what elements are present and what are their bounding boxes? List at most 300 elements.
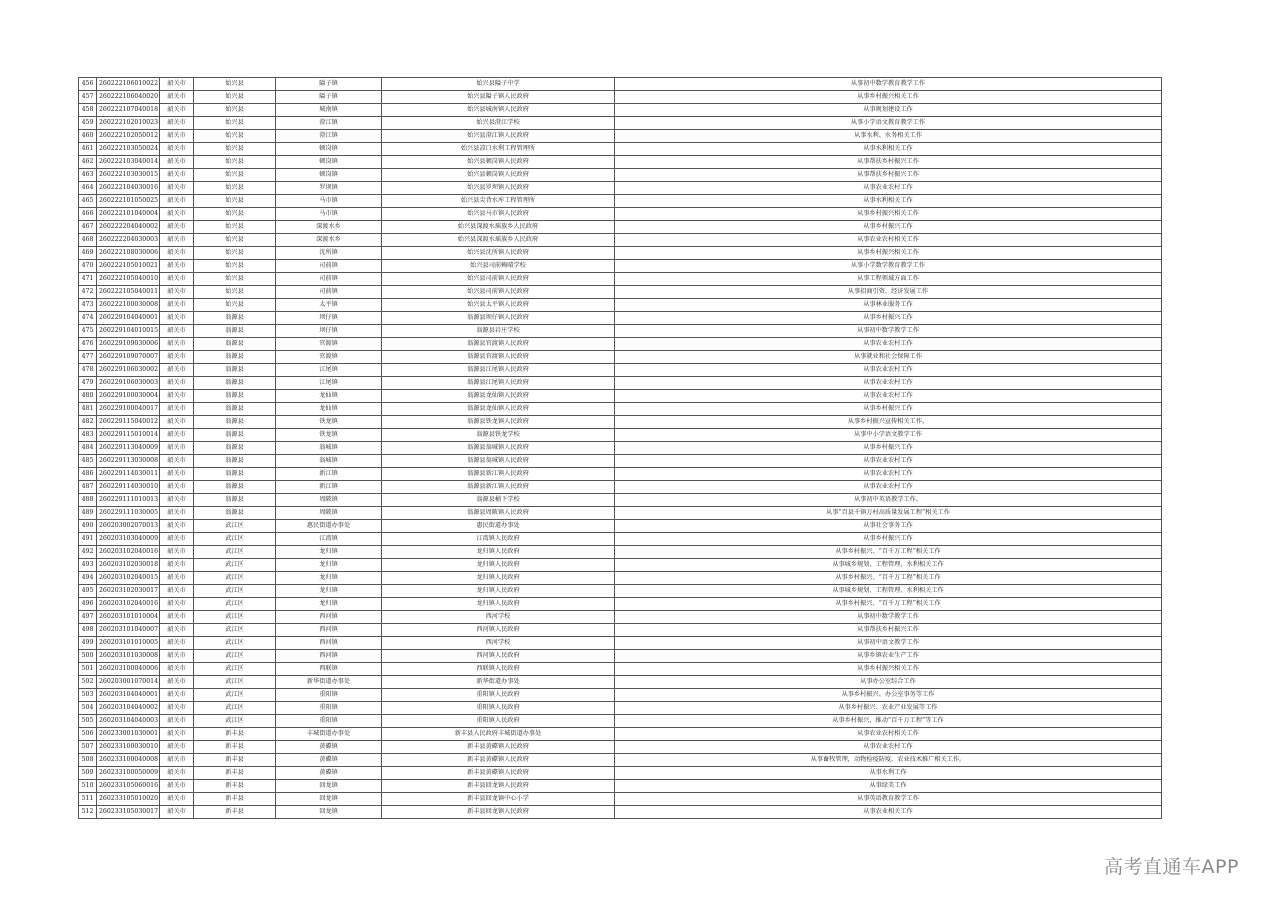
job-description-cell: 从事乡村振兴工作 — [615, 312, 1162, 325]
employer-cell: 始兴县罗坝镇人民政府 — [382, 182, 615, 195]
table-row — [79, 286, 1162, 299]
table-row — [79, 390, 1162, 403]
employer-cell: 始兴县沈所镇人民政府 — [382, 247, 615, 260]
row-number-cell: 478 — [79, 364, 97, 377]
table-row — [79, 117, 1162, 130]
town-cell: 司前镇 — [276, 260, 382, 273]
row-number-cell: 458 — [79, 104, 97, 117]
city-cell: 韶关市 — [160, 234, 194, 247]
job-code-cell: 260222107040018 — [97, 104, 160, 117]
town-cell: 深渡水乡 — [276, 221, 382, 234]
table-row — [79, 728, 1162, 741]
job-description-cell: 从事农业相关工作 — [615, 806, 1162, 819]
job-code-cell: 260229111010013 — [97, 494, 160, 507]
table-body — [79, 78, 1162, 819]
town-cell: 铁龙镇 — [276, 416, 382, 429]
employer-cell: 始兴县尖背水库工程管理所 — [382, 195, 615, 208]
job-description-cell: 从事乡村振兴、“百千万工程”相关工作 — [615, 546, 1162, 559]
city-cell: 韶关市 — [160, 351, 194, 364]
table-row — [79, 494, 1162, 507]
job-code-cell: 260233105010020 — [97, 793, 160, 806]
job-code-cell: 260229114030011 — [97, 468, 160, 481]
job-code-cell: 260203103040009 — [97, 533, 160, 546]
row-number-cell: 486 — [79, 468, 97, 481]
job-code-cell: 260222103050024 — [97, 143, 160, 156]
town-cell: 西联镇 — [276, 663, 382, 676]
row-number-cell: 462 — [79, 156, 97, 169]
job-code-cell: 260222102010023 — [97, 117, 160, 130]
table-row — [79, 676, 1162, 689]
row-number-cell: 503 — [79, 689, 97, 702]
town-cell: 重阳镇 — [276, 715, 382, 728]
job-code-cell: 260203102030018 — [97, 559, 160, 572]
row-number-cell: 490 — [79, 520, 97, 533]
county-cell: 始兴县 — [194, 273, 276, 286]
town-cell: 顿岗镇 — [276, 156, 382, 169]
table-row — [79, 104, 1162, 117]
county-cell: 武江区 — [194, 520, 276, 533]
county-cell: 翁源县 — [194, 442, 276, 455]
row-number-cell: 487 — [79, 481, 97, 494]
job-code-cell: 260222104030016 — [97, 182, 160, 195]
employer-cell: 翁源县江尾镇人民政府 — [382, 364, 615, 377]
town-cell: 周陂镇 — [276, 494, 382, 507]
table-row — [79, 351, 1162, 364]
job-code-cell: 260203001070014 — [97, 676, 160, 689]
city-cell: 韶关市 — [160, 338, 194, 351]
job-description-cell: 从事招商引资、经济发展工作 — [615, 286, 1162, 299]
city-cell: 韶关市 — [160, 117, 194, 130]
town-cell: 龙仙镇 — [276, 390, 382, 403]
row-number-cell: 505 — [79, 715, 97, 728]
job-description-cell: 从事农业农村工作 — [615, 455, 1162, 468]
city-cell: 韶关市 — [160, 767, 194, 780]
job-description-cell: 从事畜牧管理，动物检疫防疫，农业技术推广相关工作。 — [615, 754, 1162, 767]
job-description-cell: 从事乡镇农业生产工作 — [615, 650, 1162, 663]
county-cell: 新丰县 — [194, 754, 276, 767]
city-cell: 韶关市 — [160, 143, 194, 156]
town-cell: 翁城镇 — [276, 442, 382, 455]
job-description-cell: 从事乡村振兴工作 — [615, 221, 1162, 234]
county-cell: 武江区 — [194, 624, 276, 637]
county-cell: 新丰县 — [194, 780, 276, 793]
employer-cell: 始兴县顿岗镇人民政府 — [382, 169, 615, 182]
row-number-cell: 484 — [79, 442, 97, 455]
city-cell: 韶关市 — [160, 637, 194, 650]
table-row — [79, 585, 1162, 598]
employer-cell: 翁源县桶下学校 — [382, 494, 615, 507]
job-description-cell: 从事农业农村工作 — [615, 468, 1162, 481]
job-description-cell: 从事水利、水务相关工作 — [615, 130, 1162, 143]
employer-cell: 翁源县岩庄学校 — [382, 325, 615, 338]
city-cell: 韶关市 — [160, 208, 194, 221]
job-code-cell: 260203104040002 — [97, 702, 160, 715]
town-cell: 铁龙镇 — [276, 429, 382, 442]
town-cell: 马市镇 — [276, 195, 382, 208]
employer-cell: 翁源县翁城镇人民政府 — [382, 442, 615, 455]
table-row — [79, 143, 1162, 156]
city-cell: 韶关市 — [160, 104, 194, 117]
job-description-cell: 从事乡村振兴相关工作 — [615, 247, 1162, 260]
job-code-cell: 260203101010004 — [97, 611, 160, 624]
employer-cell: 新丰县回龙镇人民政府 — [382, 780, 615, 793]
county-cell: 新丰县 — [194, 806, 276, 819]
job-description-cell: 从事初中语文教学工作 — [615, 637, 1162, 650]
row-number-cell: 463 — [79, 169, 97, 182]
city-cell: 韶关市 — [160, 702, 194, 715]
row-number-cell: 493 — [79, 559, 97, 572]
row-number-cell: 456 — [79, 78, 97, 91]
county-cell: 武江区 — [194, 585, 276, 598]
job-description-cell: 从事乡村振兴宣传相关工作。 — [615, 416, 1162, 429]
county-cell: 始兴县 — [194, 143, 276, 156]
row-number-cell: 480 — [79, 390, 97, 403]
employer-cell: 新丰县黄磜镇人民政府 — [382, 741, 615, 754]
town-cell: 顿岗镇 — [276, 169, 382, 182]
row-number-cell: 479 — [79, 377, 97, 390]
job-description-cell: 从事就业和社会保障工作 — [615, 351, 1162, 364]
county-cell: 翁源县 — [194, 403, 276, 416]
county-cell: 始兴县 — [194, 156, 276, 169]
town-cell: 城南镇 — [276, 104, 382, 117]
row-number-cell: 468 — [79, 234, 97, 247]
town-cell: 官渡镇 — [276, 351, 382, 364]
job-description-cell: 从事小学数学教育教学工作 — [615, 260, 1162, 273]
county-cell: 翁源县 — [194, 507, 276, 520]
county-cell: 武江区 — [194, 715, 276, 728]
town-cell: 新江镇 — [276, 468, 382, 481]
town-cell: 新江镇 — [276, 481, 382, 494]
job-description-cell: 从事乡村振兴相关工作 — [615, 208, 1162, 221]
row-number-cell: 509 — [79, 767, 97, 780]
row-number-cell: 472 — [79, 286, 97, 299]
employer-cell: 始兴县深渡水瑶族乡人民政府 — [382, 234, 615, 247]
employer-cell: 翁源县铁龙学校 — [382, 429, 615, 442]
town-cell: 周陂镇 — [276, 507, 382, 520]
table-row — [79, 364, 1162, 377]
employer-cell: 新丰县黄磜镇人民政府 — [382, 767, 615, 780]
row-number-cell: 500 — [79, 650, 97, 663]
county-cell: 翁源县 — [194, 377, 276, 390]
city-cell: 韶关市 — [160, 325, 194, 338]
table-row — [79, 442, 1162, 455]
town-cell: 惠民街道办事处 — [276, 520, 382, 533]
town-cell: 官渡镇 — [276, 338, 382, 351]
employer-cell: 始兴县凉口水利工程管理所 — [382, 143, 615, 156]
city-cell: 韶关市 — [160, 754, 194, 767]
employer-cell: 始兴县司前镇人民政府 — [382, 273, 615, 286]
job-code-cell: 260222101040004 — [97, 208, 160, 221]
county-cell: 翁源县 — [194, 468, 276, 481]
employer-cell: 西河镇人民政府 — [382, 624, 615, 637]
town-cell: 龙归镇 — [276, 546, 382, 559]
city-cell: 韶关市 — [160, 91, 194, 104]
county-cell: 翁源县 — [194, 364, 276, 377]
employer-cell: 翁源县铁龙镇人民政府 — [382, 416, 615, 429]
job-description-cell: 从事帮扶乡村振兴工作 — [615, 169, 1162, 182]
town-cell: 沈所镇 — [276, 247, 382, 260]
employer-cell: 龙归镇人民政府 — [382, 546, 615, 559]
table-row — [79, 325, 1162, 338]
table-row — [79, 663, 1162, 676]
row-number-cell: 481 — [79, 403, 97, 416]
row-number-cell: 459 — [79, 117, 97, 130]
row-number-cell: 510 — [79, 780, 97, 793]
job-code-cell: 260203102040015 — [97, 572, 160, 585]
job-code-cell: 260229106030002 — [97, 364, 160, 377]
employer-cell: 翁源县官渡镇人民政府 — [382, 351, 615, 364]
table-row — [79, 260, 1162, 273]
town-cell: 江尾镇 — [276, 364, 382, 377]
county-cell: 新丰县 — [194, 741, 276, 754]
town-cell: 司前镇 — [276, 273, 382, 286]
table-row — [79, 221, 1162, 234]
city-cell: 韶关市 — [160, 533, 194, 546]
table-row — [79, 130, 1162, 143]
county-cell: 始兴县 — [194, 299, 276, 312]
job-description-cell: 从事农业农村工作 — [615, 377, 1162, 390]
county-cell: 始兴县 — [194, 247, 276, 260]
county-cell: 始兴县 — [194, 260, 276, 273]
job-code-cell: 260222105040011 — [97, 286, 160, 299]
town-cell: 马市镇 — [276, 208, 382, 221]
county-cell: 始兴县 — [194, 169, 276, 182]
county-cell: 始兴县 — [194, 195, 276, 208]
employer-cell: 重阳镇人民政府 — [382, 702, 615, 715]
job-code-cell: 260233100040008 — [97, 754, 160, 767]
job-code-cell: 260229109030006 — [97, 338, 160, 351]
job-description-cell: 从事初中数学教学工作 — [615, 611, 1162, 624]
employer-cell: 始兴县隘子中学 — [382, 78, 615, 91]
employer-cell: 翁源县翁城镇人民政府 — [382, 455, 615, 468]
row-number-cell: 474 — [79, 312, 97, 325]
table-row — [79, 611, 1162, 624]
county-cell: 武江区 — [194, 650, 276, 663]
county-cell: 始兴县 — [194, 130, 276, 143]
county-cell: 始兴县 — [194, 117, 276, 130]
job-code-cell: 260222108030006 — [97, 247, 160, 260]
table-row — [79, 754, 1162, 767]
county-cell: 新丰县 — [194, 793, 276, 806]
county-cell: 武江区 — [194, 689, 276, 702]
table-row — [79, 689, 1162, 702]
table-row — [79, 208, 1162, 221]
job-code-cell: 260203102040016 — [97, 598, 160, 611]
county-cell: 武江区 — [194, 598, 276, 611]
town-cell: 回龙镇 — [276, 793, 382, 806]
row-number-cell: 469 — [79, 247, 97, 260]
row-number-cell: 495 — [79, 585, 97, 598]
city-cell: 韶关市 — [160, 442, 194, 455]
table-row — [79, 559, 1162, 572]
employer-cell: 始兴县澄江学校 — [382, 117, 615, 130]
county-cell: 武江区 — [194, 663, 276, 676]
job-code-cell: 260233100050009 — [97, 767, 160, 780]
row-number-cell: 496 — [79, 598, 97, 611]
town-cell: 深渡水乡 — [276, 234, 382, 247]
employer-cell: 翁源县江尾镇人民政府 — [382, 377, 615, 390]
county-cell: 始兴县 — [194, 91, 276, 104]
row-number-cell: 502 — [79, 676, 97, 689]
job-description-cell: 从事农业农村相关工作 — [615, 234, 1162, 247]
city-cell: 韶关市 — [160, 247, 194, 260]
job-code-cell: 260203101030008 — [97, 650, 160, 663]
employer-cell: 龙归镇人民政府 — [382, 585, 615, 598]
town-cell: 黄磜镇 — [276, 741, 382, 754]
job-description-cell: 从事农业农村相关工作 — [615, 728, 1162, 741]
job-description-cell: 从事水利工作 — [615, 767, 1162, 780]
table-row — [79, 793, 1162, 806]
town-cell: 澄江镇 — [276, 117, 382, 130]
town-cell: 西河镇 — [276, 650, 382, 663]
town-cell: 顿岗镇 — [276, 143, 382, 156]
town-cell: 坝仔镇 — [276, 325, 382, 338]
county-cell: 武江区 — [194, 637, 276, 650]
job-code-cell: 260203101040007 — [97, 624, 160, 637]
row-number-cell: 497 — [79, 611, 97, 624]
city-cell: 韶关市 — [160, 468, 194, 481]
row-number-cell: 473 — [79, 299, 97, 312]
job-code-cell: 260203002070013 — [97, 520, 160, 533]
job-code-cell: 260233001030001 — [97, 728, 160, 741]
job-code-cell: 260222105040010 — [97, 273, 160, 286]
county-cell: 武江区 — [194, 546, 276, 559]
job-code-cell: 260229104010015 — [97, 325, 160, 338]
town-cell: 龙归镇 — [276, 572, 382, 585]
employer-cell: 始兴县司前赖晴学校 — [382, 260, 615, 273]
row-number-cell: 512 — [79, 806, 97, 819]
job-code-cell: 260222100030008 — [97, 299, 160, 312]
county-cell: 武江区 — [194, 611, 276, 624]
job-description-cell: 从事乡村振兴工作 — [615, 533, 1162, 546]
job-description-cell: 从事英语教育教学工作 — [615, 793, 1162, 806]
county-cell: 始兴县 — [194, 221, 276, 234]
row-number-cell: 485 — [79, 455, 97, 468]
town-cell: 司前镇 — [276, 286, 382, 299]
job-description-cell: 从事乡村振兴相关工作 — [615, 663, 1162, 676]
city-cell: 韶关市 — [160, 156, 194, 169]
job-code-cell: 260229104040001 — [97, 312, 160, 325]
county-cell: 始兴县 — [194, 78, 276, 91]
job-description-cell: 从事农业农村工作 — [615, 481, 1162, 494]
county-cell: 新丰县 — [194, 728, 276, 741]
employer-cell: 龙归镇人民政府 — [382, 598, 615, 611]
row-number-cell: 460 — [79, 130, 97, 143]
employer-cell: 翁源县龙仙镇人民政府 — [382, 403, 615, 416]
job-description-cell: 从事规划建设工作 — [615, 104, 1162, 117]
job-code-cell: 260229111030005 — [97, 507, 160, 520]
row-number-cell: 508 — [79, 754, 97, 767]
county-cell: 武江区 — [194, 572, 276, 585]
county-cell: 新丰县 — [194, 767, 276, 780]
job-description-cell: 从事城乡规划、工程管理、水利相关工作 — [615, 585, 1162, 598]
row-number-cell: 489 — [79, 507, 97, 520]
town-cell: 江尾镇 — [276, 377, 382, 390]
employer-cell: 西联镇人民政府 — [382, 663, 615, 676]
county-cell: 武江区 — [194, 676, 276, 689]
job-code-cell: 260203102040016 — [97, 546, 160, 559]
town-cell: 重阳镇 — [276, 689, 382, 702]
table-row — [79, 520, 1162, 533]
table-row — [79, 806, 1162, 819]
row-number-cell: 457 — [79, 91, 97, 104]
county-cell: 翁源县 — [194, 390, 276, 403]
job-code-cell: 260203104040001 — [97, 689, 160, 702]
job-code-cell: 260203104040003 — [97, 715, 160, 728]
job-description-cell: 从事农业农村工作 — [615, 364, 1162, 377]
town-cell: 重阳镇 — [276, 702, 382, 715]
job-code-cell: 260229114030010 — [97, 481, 160, 494]
table-row — [79, 650, 1162, 663]
job-description-cell: 从事中小学语文教学工作 — [615, 429, 1162, 442]
row-number-cell: 471 — [79, 273, 97, 286]
table-row — [79, 624, 1162, 637]
job-code-cell: 260203102030017 — [97, 585, 160, 598]
employer-cell: 惠民街道办事处 — [382, 520, 615, 533]
employer-cell: 始兴县顿岗镇人民政府 — [382, 156, 615, 169]
table-row — [79, 533, 1162, 546]
employer-cell: 始兴县马市镇人民政府 — [382, 208, 615, 221]
job-code-cell: 260222103030015 — [97, 169, 160, 182]
job-code-cell: 260222204030003 — [97, 234, 160, 247]
city-cell: 韶关市 — [160, 312, 194, 325]
row-number-cell: 466 — [79, 208, 97, 221]
town-cell: 罗坝镇 — [276, 182, 382, 195]
table-row — [79, 91, 1162, 104]
table-row — [79, 416, 1162, 429]
town-cell: 龙归镇 — [276, 598, 382, 611]
employer-cell: 重阳镇人民政府 — [382, 715, 615, 728]
city-cell: 韶关市 — [160, 741, 194, 754]
employer-cell: 新华街道办事处 — [382, 676, 615, 689]
job-description-cell: 从事水利相关工作 — [615, 143, 1162, 156]
job-description-cell: 从事乡村振兴，推动“百千万工程”等工作 — [615, 715, 1162, 728]
city-cell: 韶关市 — [160, 78, 194, 91]
table-row — [79, 468, 1162, 481]
job-description-cell: 从事工程领域方面工作 — [615, 273, 1162, 286]
job-code-cell: 260222106040020 — [97, 91, 160, 104]
city-cell: 韶关市 — [160, 806, 194, 819]
table-row — [79, 156, 1162, 169]
job-code-cell: 260229106030003 — [97, 377, 160, 390]
city-cell: 韶关市 — [160, 364, 194, 377]
employer-cell: 新丰县回龙镇中心小学 — [382, 793, 615, 806]
row-number-cell: 494 — [79, 572, 97, 585]
job-description-cell: 从事乡村振兴工作 — [615, 403, 1162, 416]
city-cell: 韶关市 — [160, 585, 194, 598]
job-code-cell: 260229115040012 — [97, 416, 160, 429]
job-description-cell: 从事乡村振兴、“百千万工程”相关工作 — [615, 598, 1162, 611]
job-description-cell: 从事小学语文教育教学工作 — [615, 117, 1162, 130]
city-cell: 韶关市 — [160, 598, 194, 611]
row-number-cell: 488 — [79, 494, 97, 507]
job-description-cell: 从事初中英语教学工作。 — [615, 494, 1162, 507]
town-cell: 丰城街道办事处 — [276, 728, 382, 741]
job-description-cell: 从事社会事务工作 — [615, 520, 1162, 533]
county-cell: 始兴县 — [194, 182, 276, 195]
job-code-cell: 260233105030017 — [97, 806, 160, 819]
table-row — [79, 234, 1162, 247]
city-cell: 韶关市 — [160, 403, 194, 416]
job-description-cell: 从事初中数学教育教学工作 — [615, 78, 1162, 91]
city-cell: 韶关市 — [160, 559, 194, 572]
employer-cell: 始兴县隘子镇人民政府 — [382, 91, 615, 104]
row-number-cell: 504 — [79, 702, 97, 715]
employer-cell: 江湾镇人民政府 — [382, 533, 615, 546]
city-cell: 韶关市 — [160, 377, 194, 390]
table-row — [79, 598, 1162, 611]
job-code-cell: 260229113030008 — [97, 455, 160, 468]
